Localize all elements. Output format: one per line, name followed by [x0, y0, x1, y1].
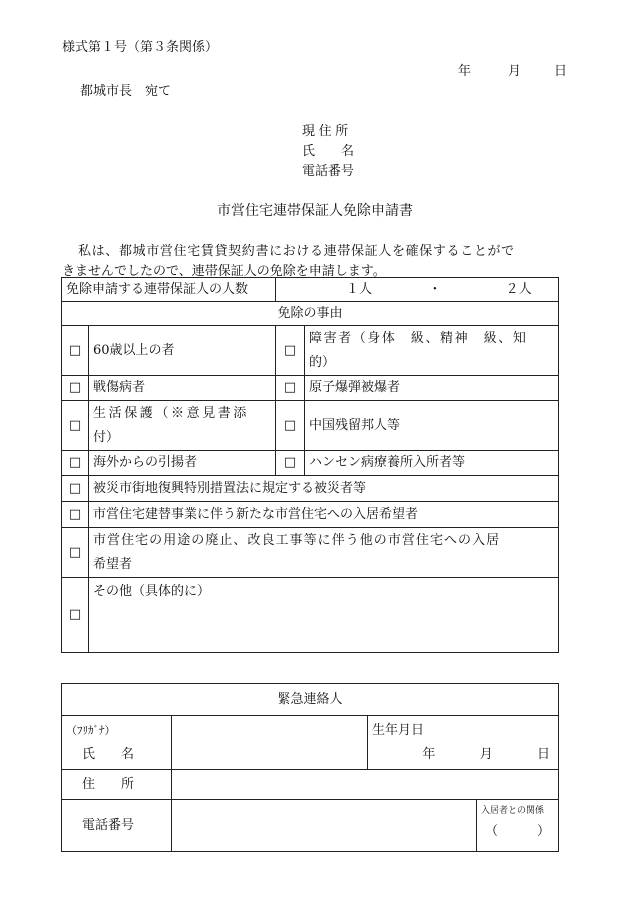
reason-welfare-line1: 生活保護（※意見書添	[93, 405, 250, 421]
emergency-name-label-cell	[62, 716, 172, 770]
applicant-phone-label: 電話番号	[302, 164, 355, 179]
count-separator: ・	[428, 281, 442, 297]
reason-age60: 60歳以上の者	[89, 326, 276, 376]
reasons-heading: 免除の事由	[62, 302, 559, 326]
reason-welfare-line2: 付）	[93, 429, 120, 445]
emergency-phone-label: 電話番号	[62, 800, 172, 852]
emergency-phone-input[interactable]	[172, 800, 477, 852]
birth-year-label: 年	[422, 746, 436, 762]
emergency-name-input[interactable]	[172, 716, 368, 770]
form-number: 様式第１号（第３条関係）	[62, 40, 219, 55]
checkbox-atomic-bomb[interactable]: □	[276, 376, 305, 401]
reason-other-label: その他（具体的に）	[93, 584, 211, 599]
reason-china-returnee: 中国残留邦人等	[305, 401, 559, 451]
relation-label: 入居者との関係	[481, 806, 545, 816]
checkbox-other[interactable]: □	[62, 578, 89, 653]
date-day: 日	[554, 64, 568, 79]
reason-war-injured: 戦傷病者	[89, 376, 276, 401]
reason-abolition	[89, 528, 559, 578]
reason-atomic-bomb: 原子爆弾被爆者	[305, 376, 559, 401]
checkbox-welfare[interactable]: □	[62, 401, 89, 451]
emergency-heading: 緊急連絡人	[62, 684, 559, 716]
reason-abolition-line2: 希望者	[93, 556, 133, 572]
checkbox-rebuild[interactable]: □	[62, 502, 89, 528]
emergency-relation-cell[interactable]	[477, 800, 559, 852]
reason-disabled-line2: 的）	[309, 354, 336, 370]
count-option-2[interactable]: ２人	[505, 281, 532, 297]
relation-paren: （ ）	[485, 824, 551, 839]
count-row	[62, 278, 559, 302]
emergency-birth-label: 生年月日	[372, 722, 425, 738]
exemption-table	[61, 277, 559, 653]
body-text-line1: 私は、都城市営住宅賃貸契約書における連帯保証人を確保することがで	[78, 244, 515, 259]
checkbox-hansen[interactable]: □	[276, 451, 305, 476]
emergency-name-label: 氏 名	[82, 746, 135, 762]
count-option-1[interactable]: １人	[346, 281, 373, 297]
reason-overseas-returnee: 海外からの引揚者	[89, 451, 276, 476]
checkbox-disaster-victim[interactable]: □	[62, 476, 89, 502]
date-year: 年	[458, 64, 472, 79]
checkbox-abolition[interactable]: □	[62, 528, 89, 578]
reason-disabled-line1: 障害者（身体 級、精神 級、知	[309, 330, 528, 346]
checkbox-disabled[interactable]: □	[276, 326, 305, 376]
reason-rebuild: 市営住宅建替事業に伴う新たな市営住宅への入居希望者	[89, 502, 559, 528]
reason-abolition-line1: 市営住宅の用途の廃止、改良工事等に伴う他の市営住宅への入居	[93, 532, 501, 548]
reason-welfare	[89, 401, 276, 451]
emergency-address-label: 住 所	[62, 770, 172, 800]
body-text-line2: きませんでしたので、連帯保証人の免除を申請します。	[62, 264, 386, 279]
furigana-label: （ﾌﾘｶﾞﾅ）	[66, 723, 116, 737]
birth-month-label: 月	[479, 746, 493, 762]
checkbox-age60[interactable]: □	[62, 326, 89, 376]
addressee: 都城市長 宛て	[80, 84, 172, 99]
applicant-name-label: 氏 名	[302, 144, 355, 159]
reason-disaster-victim: 被災市街地復興特別措置法に規定する被災者等	[89, 476, 559, 502]
checkbox-overseas-returnee[interactable]: □	[62, 451, 89, 476]
date-month: 月	[508, 64, 522, 79]
emergency-birth-cell[interactable]	[368, 716, 559, 770]
emergency-address-input[interactable]	[172, 770, 559, 800]
count-options[interactable]	[276, 278, 559, 302]
reason-hansen: ハンセン病療養所入所者等	[305, 451, 559, 476]
birth-day-label: 日	[537, 746, 551, 762]
emergency-contact-table	[61, 683, 559, 852]
checkbox-war-injured[interactable]: □	[62, 376, 89, 401]
document-title: 市営住宅連帯保証人免除申請書	[217, 203, 413, 219]
applicant-address-label: 現住所	[302, 124, 352, 139]
checkbox-china-returnee[interactable]: □	[276, 401, 305, 451]
reason-other[interactable]	[89, 578, 559, 653]
count-label: 免除申請する連帯保証人の人数	[62, 278, 276, 302]
reason-disabled	[305, 326, 559, 376]
